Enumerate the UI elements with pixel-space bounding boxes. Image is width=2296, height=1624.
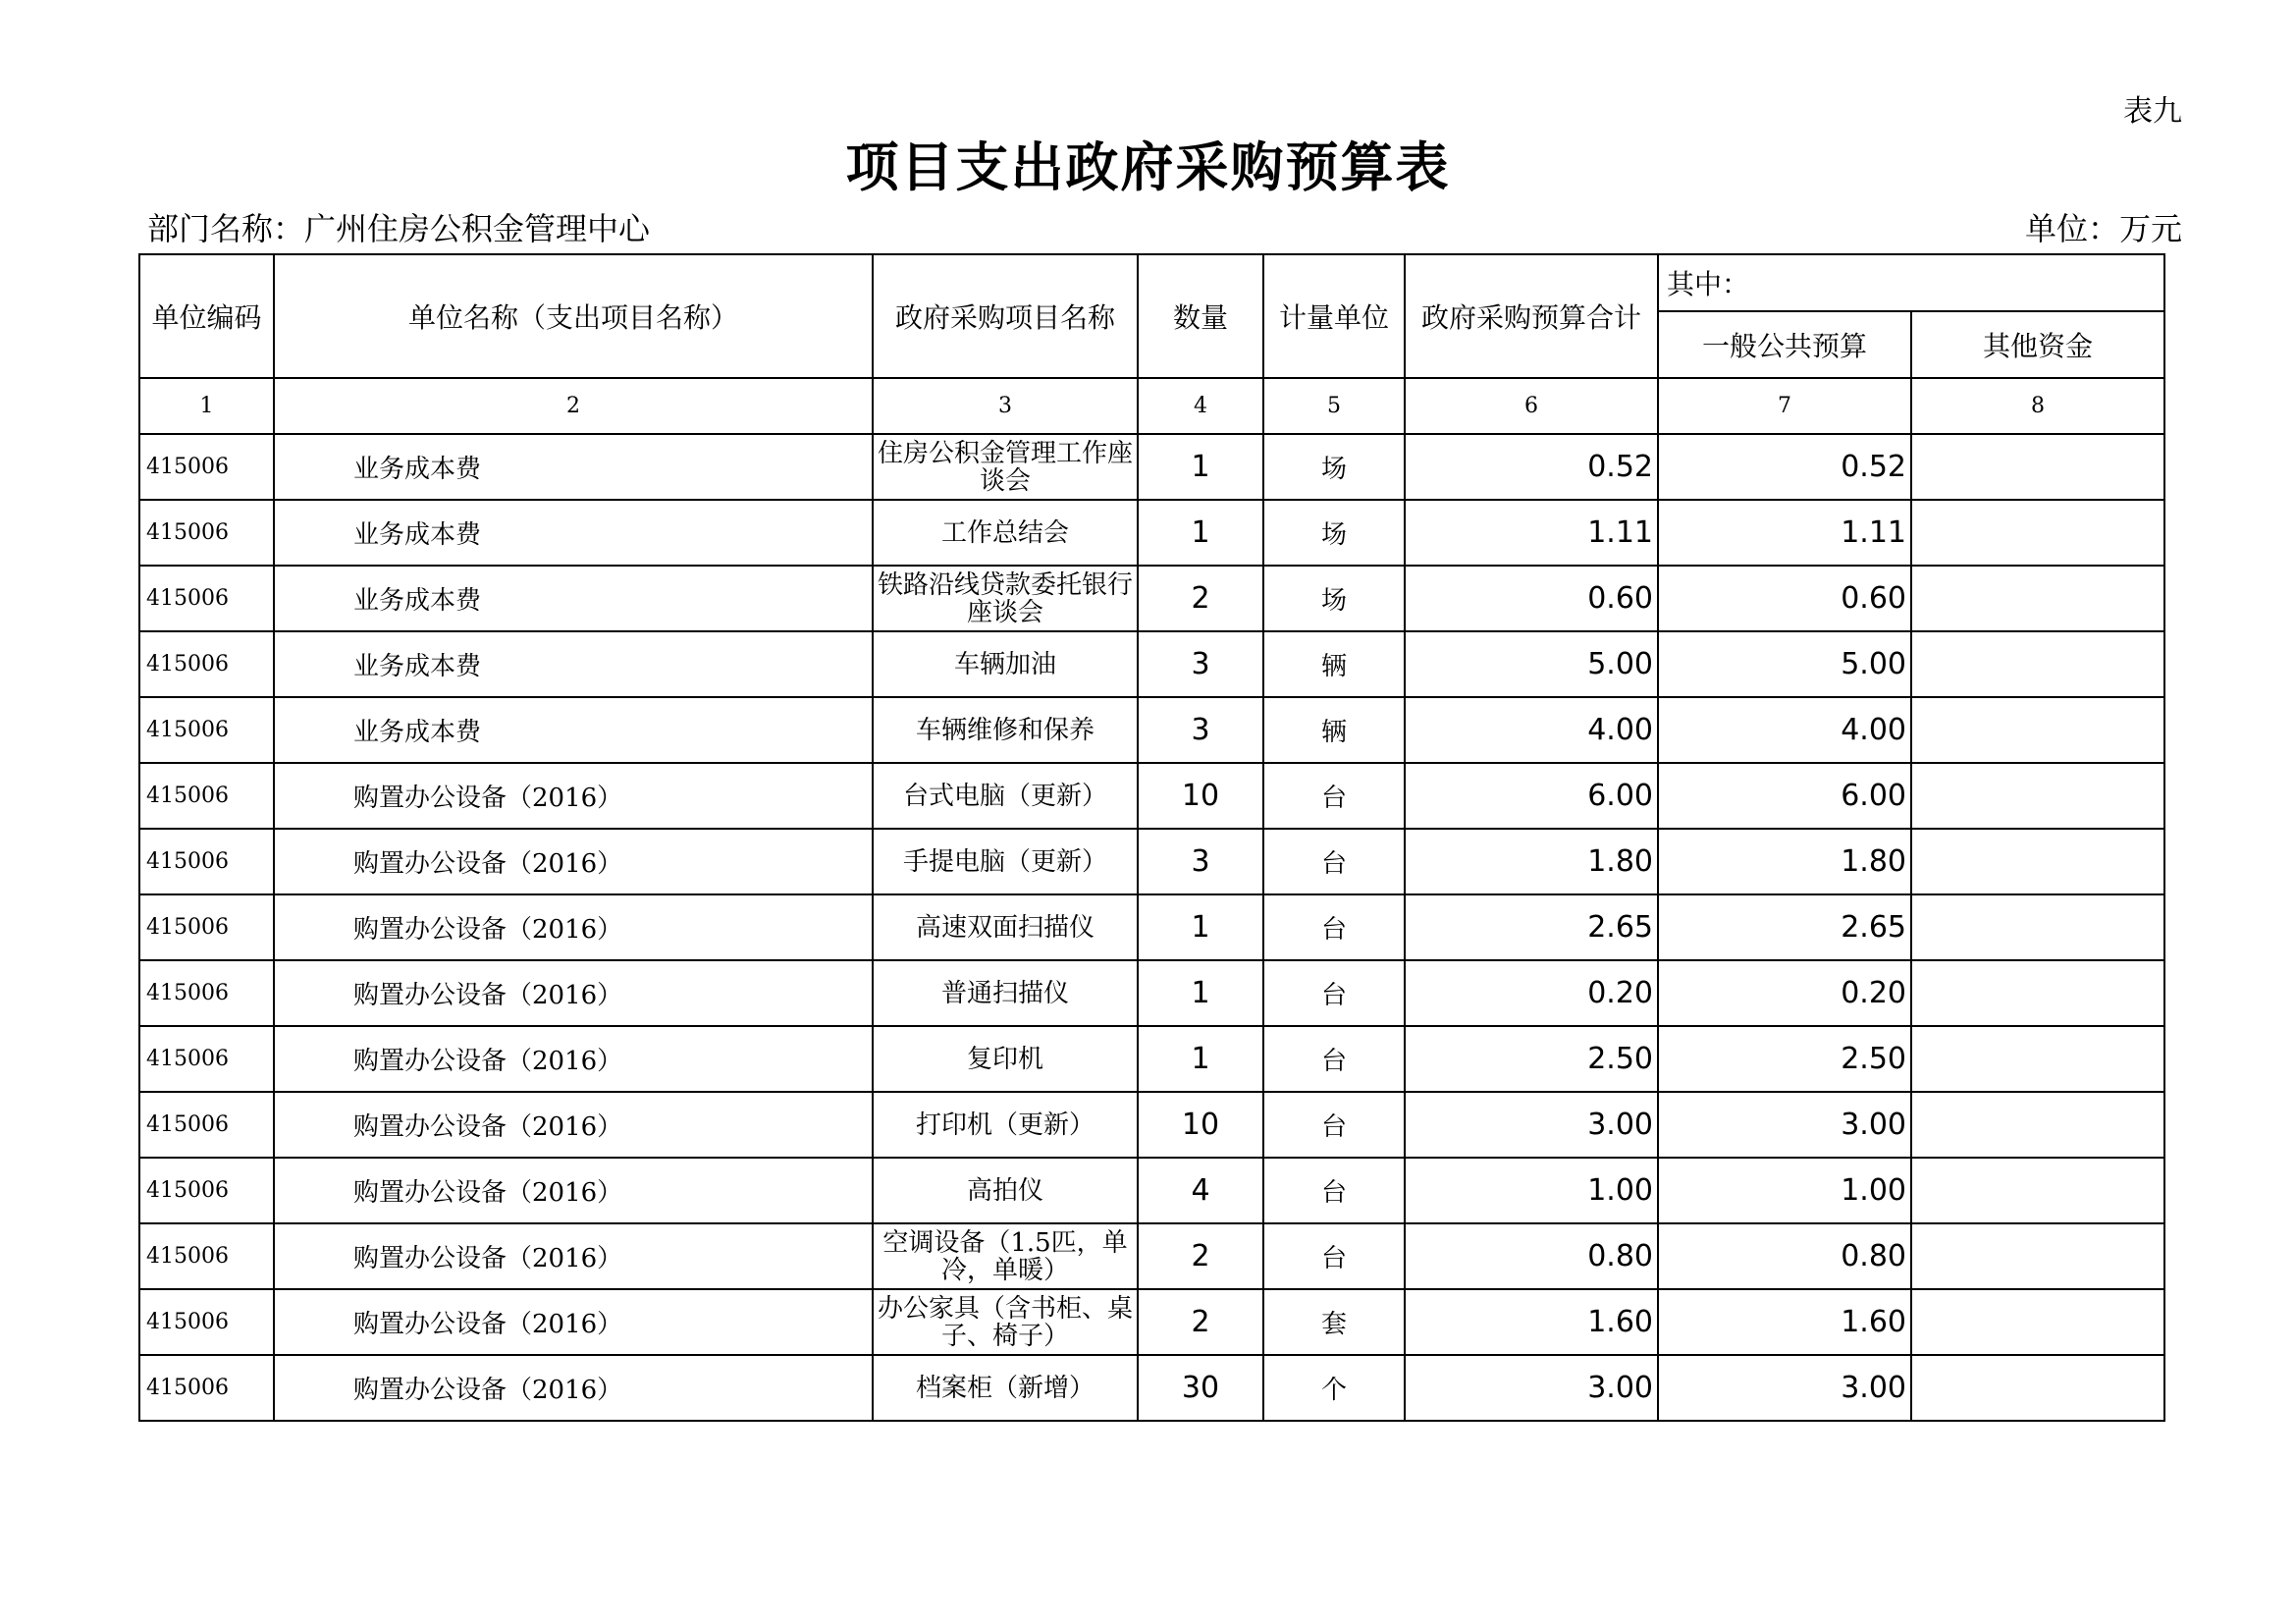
cell-general-budget: 2.50 — [1658, 1026, 1911, 1092]
cell-unit-name: 购置办公设备（2016） — [274, 1092, 873, 1158]
cell-general-budget: 0.20 — [1658, 960, 1911, 1026]
cell-unit-code: 415006 — [139, 500, 274, 566]
cell-budget-total: 1.00 — [1405, 1158, 1658, 1223]
page-title: 项目支出政府采购预算表 — [845, 135, 1451, 198]
cell-unit-code: 415006 — [139, 1355, 274, 1421]
cell-budget-total: 0.52 — [1405, 434, 1658, 500]
table-row — [139, 894, 2164, 960]
cell-measure-unit: 台 — [1263, 1158, 1405, 1223]
cell-other-funds — [1911, 1026, 2164, 1092]
table-row — [139, 960, 2164, 1026]
header-of-which: 其中： — [1658, 254, 2164, 311]
cell-unit-name: 购置办公设备（2016） — [274, 763, 873, 829]
header-quantity: 数量 — [1138, 254, 1263, 378]
cell-quantity: 10 — [1138, 1092, 1263, 1158]
cell-budget-total: 4.00 — [1405, 697, 1658, 763]
cell-item-name: 住房公积金管理工作座谈会 — [873, 434, 1138, 500]
cell-measure-unit: 台 — [1263, 763, 1405, 829]
cell-other-funds — [1911, 697, 2164, 763]
cell-quantity: 1 — [1138, 1026, 1263, 1092]
currency-unit: 单位：万元 — [2024, 210, 2182, 247]
header-measure-unit: 计量单位 — [1263, 254, 1405, 378]
cell-unit-name: 购置办公设备（2016） — [274, 1355, 873, 1421]
cell-unit-name: 购置办公设备（2016） — [274, 894, 873, 960]
column-number: 1 — [139, 378, 274, 434]
cell-other-funds — [1911, 894, 2164, 960]
header-unit-name: 单位名称（支出项目名称） — [274, 254, 873, 378]
table-row — [139, 566, 2164, 631]
cell-measure-unit: 场 — [1263, 500, 1405, 566]
cell-unit-name: 业务成本费 — [274, 434, 873, 500]
cell-unit-code: 415006 — [139, 1158, 274, 1223]
cell-unit-code: 415006 — [139, 697, 274, 763]
cell-budget-total: 1.11 — [1405, 500, 1658, 566]
cell-general-budget: 0.52 — [1658, 434, 1911, 500]
cell-unit-name: 购置办公设备（2016） — [274, 1158, 873, 1223]
cell-budget-total: 1.80 — [1405, 829, 1658, 894]
cell-unit-name: 业务成本费 — [274, 631, 873, 697]
cell-item-name: 车辆加油 — [873, 631, 1138, 697]
cell-other-funds — [1911, 500, 2164, 566]
cell-item-name: 普通扫描仪 — [873, 960, 1138, 1026]
cell-other-funds — [1911, 566, 2164, 631]
table-row — [139, 1092, 2164, 1158]
cell-other-funds — [1911, 1092, 2164, 1158]
cell-budget-total: 1.60 — [1405, 1289, 1658, 1355]
cell-quantity: 10 — [1138, 763, 1263, 829]
cell-quantity: 3 — [1138, 829, 1263, 894]
cell-general-budget: 0.80 — [1658, 1223, 1911, 1289]
cell-other-funds — [1911, 829, 2164, 894]
column-number: 2 — [274, 378, 873, 434]
cell-unit-code: 415006 — [139, 566, 274, 631]
cell-unit-code: 415006 — [139, 960, 274, 1026]
cell-general-budget: 5.00 — [1658, 631, 1911, 697]
table-row — [139, 1223, 2164, 1289]
cell-measure-unit: 个 — [1263, 1355, 1405, 1421]
cell-unit-name: 购置办公设备（2016） — [274, 960, 873, 1026]
cell-item-name: 办公家具（含书柜、桌子、椅子） — [873, 1289, 1138, 1355]
cell-quantity: 2 — [1138, 1289, 1263, 1355]
cell-quantity: 4 — [1138, 1158, 1263, 1223]
cell-measure-unit: 场 — [1263, 566, 1405, 631]
cell-general-budget: 3.00 — [1658, 1092, 1911, 1158]
cell-general-budget: 2.65 — [1658, 894, 1911, 960]
cell-unit-code: 415006 — [139, 1223, 274, 1289]
column-index-row — [139, 378, 2164, 434]
department-name: 部门名称：广州住房公积金管理中心 — [147, 210, 651, 247]
cell-other-funds — [1911, 1355, 2164, 1421]
table-row — [139, 1355, 2164, 1421]
cell-item-name: 空调设备（1.5匹，单冷，单暖） — [873, 1223, 1138, 1289]
cell-unit-code: 415006 — [139, 894, 274, 960]
cell-general-budget: 1.00 — [1658, 1158, 1911, 1223]
cell-measure-unit: 台 — [1263, 1223, 1405, 1289]
cell-unit-name: 购置办公设备（2016） — [274, 829, 873, 894]
cell-item-name: 打印机（更新） — [873, 1092, 1138, 1158]
table-row — [139, 1289, 2164, 1355]
cell-budget-total: 0.60 — [1405, 566, 1658, 631]
cell-measure-unit: 套 — [1263, 1289, 1405, 1355]
cell-budget-total: 0.80 — [1405, 1223, 1658, 1289]
cell-item-name: 复印机 — [873, 1026, 1138, 1092]
cell-quantity: 2 — [1138, 566, 1263, 631]
table-row — [139, 631, 2164, 697]
cell-quantity: 3 — [1138, 697, 1263, 763]
cell-item-name: 车辆维修和保养 — [873, 697, 1138, 763]
procurement-budget-table — [138, 253, 2165, 1422]
table-row — [139, 500, 2164, 566]
cell-item-name: 高拍仪 — [873, 1158, 1138, 1223]
cell-unit-name: 业务成本费 — [274, 697, 873, 763]
cell-general-budget: 0.60 — [1658, 566, 1911, 631]
cell-unit-name: 业务成本费 — [274, 500, 873, 566]
cell-other-funds — [1911, 1158, 2164, 1223]
cell-budget-total: 0.20 — [1405, 960, 1658, 1026]
cell-unit-code: 415006 — [139, 829, 274, 894]
cell-unit-code: 415006 — [139, 763, 274, 829]
header-unit-code: 单位编码 — [139, 254, 274, 378]
cell-item-name: 档案柜（新增） — [873, 1355, 1138, 1421]
cell-other-funds — [1911, 960, 2164, 1026]
cell-other-funds — [1911, 1223, 2164, 1289]
table-row — [139, 1158, 2164, 1223]
cell-measure-unit: 辆 — [1263, 631, 1405, 697]
cell-quantity: 1 — [1138, 894, 1263, 960]
cell-item-name: 工作总结会 — [873, 500, 1138, 566]
cell-measure-unit: 台 — [1263, 1092, 1405, 1158]
cell-measure-unit: 台 — [1263, 960, 1405, 1026]
cell-budget-total: 2.65 — [1405, 894, 1658, 960]
cell-measure-unit: 辆 — [1263, 697, 1405, 763]
cell-unit-name: 购置办公设备（2016） — [274, 1026, 873, 1092]
cell-quantity: 1 — [1138, 434, 1263, 500]
table-row — [139, 763, 2164, 829]
cell-unit-code: 415006 — [139, 1289, 274, 1355]
cell-general-budget: 4.00 — [1658, 697, 1911, 763]
cell-measure-unit: 台 — [1263, 1026, 1405, 1092]
cell-budget-total: 2.50 — [1405, 1026, 1658, 1092]
cell-unit-name: 购置办公设备（2016） — [274, 1289, 873, 1355]
cell-item-name: 高速双面扫描仪 — [873, 894, 1138, 960]
cell-quantity: 1 — [1138, 960, 1263, 1026]
column-number: 7 — [1658, 378, 1911, 434]
cell-quantity: 3 — [1138, 631, 1263, 697]
cell-item-name: 台式电脑（更新） — [873, 763, 1138, 829]
column-number: 3 — [873, 378, 1138, 434]
column-number: 5 — [1263, 378, 1405, 434]
cell-unit-code: 415006 — [139, 1026, 274, 1092]
cell-item-name: 手提电脑（更新） — [873, 829, 1138, 894]
table-row — [139, 434, 2164, 500]
cell-unit-name: 购置办公设备（2016） — [274, 1223, 873, 1289]
table-row — [139, 1026, 2164, 1092]
cell-measure-unit: 场 — [1263, 434, 1405, 500]
cell-quantity: 2 — [1138, 1223, 1263, 1289]
cell-general-budget: 1.60 — [1658, 1289, 1911, 1355]
cell-general-budget: 1.80 — [1658, 829, 1911, 894]
cell-budget-total: 5.00 — [1405, 631, 1658, 697]
column-number: 8 — [1911, 378, 2164, 434]
cell-general-budget: 6.00 — [1658, 763, 1911, 829]
cell-unit-code: 415006 — [139, 1092, 274, 1158]
cell-budget-total: 3.00 — [1405, 1355, 1658, 1421]
cell-item-name: 铁路沿线贷款委托银行座谈会 — [873, 566, 1138, 631]
cell-budget-total: 6.00 — [1405, 763, 1658, 829]
header-other-funds: 其他资金 — [1911, 311, 2164, 378]
cell-measure-unit: 台 — [1263, 894, 1405, 960]
cell-general-budget: 3.00 — [1658, 1355, 1911, 1421]
cell-quantity: 30 — [1138, 1355, 1263, 1421]
header-item-name: 政府采购项目名称 — [873, 254, 1138, 378]
cell-quantity: 1 — [1138, 500, 1263, 566]
table-row — [139, 697, 2164, 763]
cell-unit-code: 415006 — [139, 434, 274, 500]
cell-unit-code: 415006 — [139, 631, 274, 697]
cell-budget-total: 3.00 — [1405, 1092, 1658, 1158]
column-number: 6 — [1405, 378, 1658, 434]
table-number-label: 表九 — [2123, 94, 2182, 129]
cell-unit-name: 业务成本费 — [274, 566, 873, 631]
cell-general-budget: 1.11 — [1658, 500, 1911, 566]
cell-measure-unit: 台 — [1263, 829, 1405, 894]
header-budget-total: 政府采购预算合计 — [1405, 254, 1658, 378]
cell-other-funds — [1911, 763, 2164, 829]
header-general-budget: 一般公共预算 — [1658, 311, 1911, 378]
cell-other-funds — [1911, 631, 2164, 697]
cell-other-funds — [1911, 434, 2164, 500]
column-number: 4 — [1138, 378, 1263, 434]
table-row — [139, 829, 2164, 894]
cell-other-funds — [1911, 1289, 2164, 1355]
